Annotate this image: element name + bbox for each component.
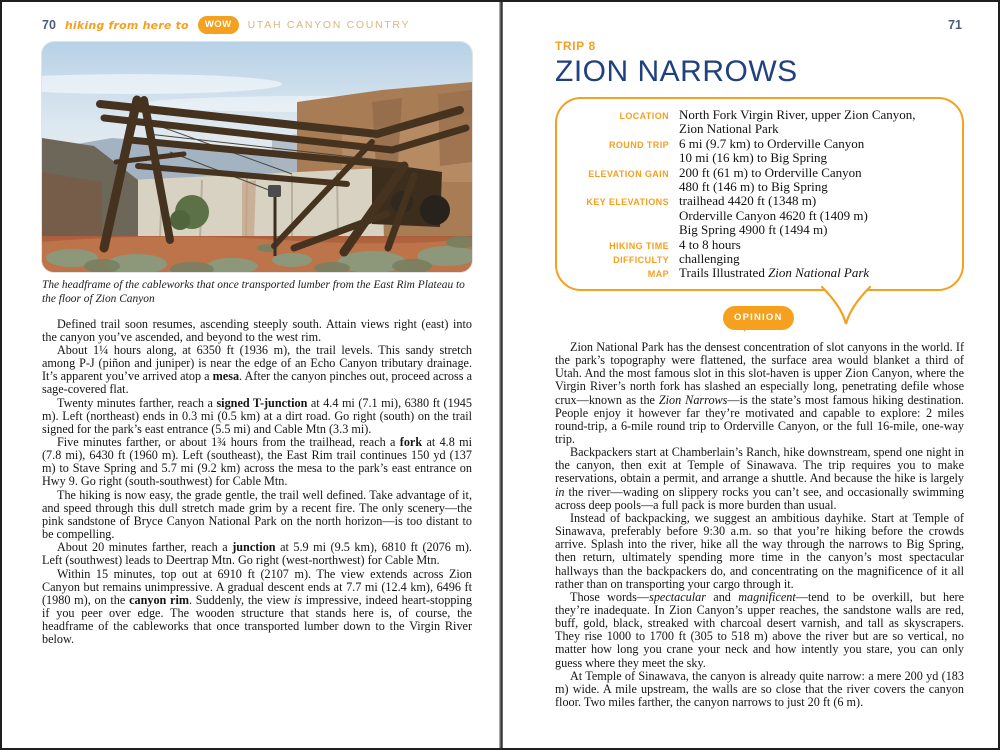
brand-tagline: hiking from here to — [64, 18, 189, 32]
page-number-right: 71 — [948, 18, 962, 32]
trip-info-value: Trails Illustrated Zion National Park — [679, 265, 870, 281]
paragraph: Defined trail soon resumes, ascending steeply south. Attain views right (east) into the canyon you’ve ascended, and beyond to the west rim. — [42, 316, 472, 344]
paragraph: The hiking is now easy, the grade gentle, the trail well defined. Take advantage of it, and speed through this dull stretch made grim by a recent fire. The only scenery—the pink sandstone of Bryce Canyon National Park on the north horizon—is too distant to be compelling. — [42, 487, 472, 542]
trip-info-value: North Fork Virgin River, upper Zion Canyon, Zion National Park — [679, 107, 916, 137]
page-70-header — [42, 16, 472, 34]
trip-info-row — [557, 252, 950, 266]
page-71 — [501, 2, 1000, 748]
trip-info-row — [557, 166, 950, 195]
page-70 — [2, 2, 501, 748]
trip-info-value: 6 mi (9.7 km) to Orderville Canyon 10 mi (16 km) to Big Spring — [679, 135, 865, 166]
paragraph: Backpackers start at Chamberlain’s Ranch, hike downstream, spend one night in the canyon, then exit at Temple of Sinawava. The trip requires you to make reservations, obtain a permit, and arrange a shuttle. And because the hike is largely in the river—wading on slippery rocks you can’t see, and occasionally swimming across deep pools—a full pack is more burden than usual. — [555, 445, 964, 512]
trip-info-value: trailhead 4420 ft (1348 m) Orderville Canyon 4620 ft (1409 m) Big Spring 4900 ft (1494 m) — [679, 193, 868, 238]
headframe-photo-illustration — [42, 42, 472, 272]
wow-logo-badge: WOW — [198, 16, 239, 34]
paragraph: Twenty minutes farther, reach a signed T-junction at 4.4 mi (7.1 mi), 6380 ft (1945 m). Left (northeast) ends in 0.3 mi (0.5 km) at a dirt road. Go right (south) on the trail signed for the park’s east entrance (5.5 mi) and Cable Mtn (3.3 mi). — [42, 395, 472, 436]
trip-info-label: DIFFICULTY — [613, 255, 669, 266]
trip-info-row — [557, 266, 950, 280]
paragraph: Instead of backpacking, we suggest an ambitious dayhike. Start at Temple of Sinawava, preferably before 9:30 a.m. so that you’re hiking before the crowds arrive. Splash into the river, hike all the way through the narrows to Big Spring, then return, ultimately spending more time in the canyon’s most spectacular hallways than the backpackers do, and concentrating on the magnificence of it all rather than on transporting your cargo through it. — [555, 510, 964, 591]
trip-info-label: KEY ELEVATIONS — [586, 197, 669, 208]
paragraph: Zion National Park has the densest concentration of slot canyons in the world. If the park’s topography were flattened, the surface area would blanket a third of Utah. And the most famous slot in this slot-haven is upper Zion Canyon, where the Virgin River’s north fork has slashed an especially long, penetrating defile whose crux—known as the Zion Narrows—is the state’s most famous hiking destination. People enjoy it however far they’re motivated and capable to explore: 2 miles round-trip, a 6-mile round trip to Orderville Canyon, or the full 16-mile, one-way trip. — [555, 339, 964, 446]
trip-info-label: MAP — [647, 269, 669, 280]
page-70-body — [42, 318, 472, 647]
trip-info-row — [557, 194, 950, 237]
speech-bubble-tail-icon — [820, 287, 872, 326]
brand-region-title: UTAH CANYON COUNTRY — [247, 19, 411, 31]
trip-info-label: HIKING TIME — [609, 240, 669, 251]
trip-kicker: TRIP 8 — [555, 39, 596, 53]
paragraph: About 1¼ hours along, at 6350 ft (1936 m), the trail levels. This sandy stretch among P-J (piñon and juniper) is near the edge of an Echo Canyon tributary drainage. It’s apparent you’ve arrived atop a mesa. After the canyon pinches out, proceed across a sage-covered flat. — [42, 342, 472, 397]
trip-info-box — [555, 97, 964, 291]
trip-info-row — [557, 238, 950, 252]
trip-info-row — [557, 137, 950, 166]
trip-title: ZION NARROWS — [555, 55, 798, 88]
headframe-photo — [42, 42, 472, 272]
page-71-body — [555, 341, 964, 709]
paragraph: Within 15 minutes, top out at 6910 ft (2107 m). The view extends across Zion Canyon but remains unimpressive. A gradual descent ends at 7.7 mi (12.4 km), 6496 ft (1980 m), on the canyon rim. Suddenly, the view is impressive, indeed heart-stopping if you peer over edge. The wooden structure that stands here is, of course, the headframe of the cableworks that once transported lumber down to the Virgin River below. — [42, 566, 472, 647]
opinion-label: OPINION — [734, 311, 783, 323]
paragraph: At Temple of Sinawava, the canyon is already quite narrow: a mere 200 yd (183 m) wide. A mile upstream, the walls are so close that the river covers the canyon floor. Two miles farther, the canyon narrows to just 20 ft (6 m). — [555, 668, 964, 710]
paragraph: Those words—spectacular and magnificent—tend to be overkill, but here they’re inadequate. In Zion Canyon’s upper reaches, the sandstone walls are red, buff, gold, black, streaked with charcoal desert varnish, and tall as skyscrapers. They rise 1000 to 1700 ft (305 to 518 m) above the river but are so vertical, no matter how long you crane your neck and how intently you stare, you can only guess where they meet the sky. — [555, 589, 964, 670]
trip-info-row — [557, 108, 950, 137]
trip-info-value: 4 to 8 hours — [679, 236, 741, 252]
paragraph: About 20 minutes farther, reach a junction at 5.9 mi (9.5 km), 6810 ft (2076 m). Left (southwest) leads to Deertrap Mtn. Go right (west-northwest) for Cable Mtn. — [42, 540, 472, 568]
trip-info-label: ELEVATION GAIN — [588, 168, 669, 179]
trip-info-label: LOCATION — [619, 111, 669, 121]
trip-info-value: 200 ft (61 m) to Orderville Canyon 480 ft (146 m) to Big Spring — [679, 164, 862, 195]
photo-caption: The headframe of the cableworks that once transported lumber from the East Rim Plateau to the floor of Zion Canyon — [42, 279, 465, 305]
page-number-left: 70 — [42, 18, 56, 32]
opinion-badge — [723, 306, 794, 330]
trip-info-label: ROUND TRIP — [609, 139, 669, 150]
paragraph: Five minutes farther, or about 1¾ hours from the trailhead, reach a fork at 4.8 mi (7.8 mi), 6430 ft (1960 m). Left (southeast), the East Rim trail continues 150 yd (137 m) to Stave Spring and 5.7 mi (9.2 km) across the mesa to the park’s east entrance on Hwy 9. Go right (south-southwest) for Cable Mtn. — [42, 435, 472, 489]
trip-info-value: challenging — [679, 251, 740, 267]
